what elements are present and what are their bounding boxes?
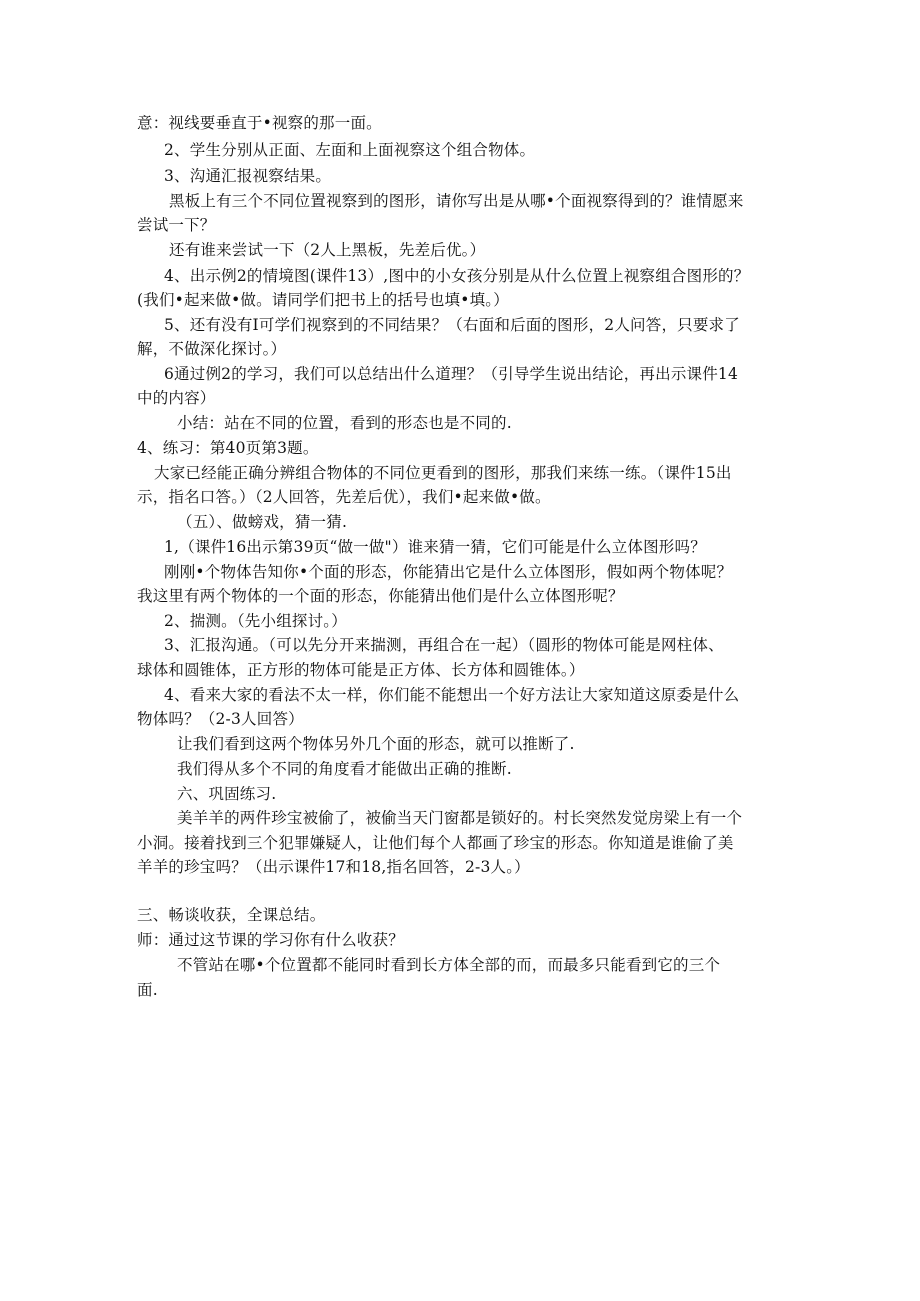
text-line: 4、出示例2的情境图(课件13）,图中的小女孩分别是从什么位置上视察组合图形的？ [164, 267, 750, 285]
text-line: 羊羊的珍宝吗？（出示课件17和18,指名回答，2-3人。） [137, 858, 530, 876]
text-line: 中的内容） [137, 389, 216, 407]
text-line: 不管站在哪•个位置都不能同时看到长方体全部的而，而最多只能看到它的三个 [177, 956, 721, 974]
text-line: 意：视线要垂直于•视察的那一面。 [137, 114, 382, 132]
text-line: 球体和圆锥体，正方形的物体可能是正方体、长方体和圆锥体。） [137, 661, 585, 679]
text-line: 让我们看到这两个物体另外几个面的形态，就可以推断了. [177, 735, 575, 753]
text-line: 3、汇报沟通。（可以先分开来揣测，再组合在一起）（圆形的物体可能是网柱体、 [164, 636, 724, 654]
text-line: 4、练习：第40页第3题。 [137, 439, 319, 457]
text-line: （五）、做螃戏，猜一猜. [177, 513, 348, 531]
text-line: 小洞。接着找到三个犯罪嫌疑人，让他们每个人都画了珍宝的形态。你知道是谁偷了美 [137, 834, 734, 852]
text-line: 2、揣测。（先小组探讨。） [164, 612, 347, 630]
text-line: 三、畅谈收获，全课总结。 [137, 906, 326, 924]
text-line: 4、看来大家的看法不太一样，你们能不能想出一个好方法让大家知道这原委是什么 [164, 686, 740, 704]
text-line: 解，不做深化探讨。） [137, 340, 287, 358]
text-line: 物体吗？（2-3人回答） [137, 710, 304, 728]
text-line: 我们得从多个不同的角度看才能做出正确的推断. [177, 760, 512, 778]
text-line: 还有谁来尝试一下（2人上黑板，先差后优。） [169, 241, 486, 259]
text-line: 小结：站在不同的位置，看到的形态也是不同的. [177, 414, 512, 432]
text-line: 3、沟通汇报视察结果。 [164, 167, 332, 185]
text-line: 尝试一下？ [137, 216, 216, 234]
text-line: 1,（课件16出示第39页“做一做"）谁来猜一猜，它们可能是什么立体图形吗？ [164, 538, 706, 556]
text-line: 我这里有两个物体的一个面的形态，你能猜出他们是什么立体图形呢？ [137, 587, 624, 605]
text-line: 6通过例2的学习，我们可以总结出什么道理？（引导学生说出结论，再出示课件14 [164, 365, 739, 383]
text-line: 师：通过这节课的学习你有什么收获？ [137, 931, 404, 949]
text-line: 5、还有没有I可学们视察到的不同结果？（右面和后面的图形，2人问答，只要求了 [164, 316, 740, 334]
text-line: 黑板上有三个不同位置视察到的图形，请你写出是从哪•个面视察得到的？谁情愿来 [169, 192, 744, 210]
text-line: 六、巩固练习. [177, 785, 277, 803]
text-line: 示，指名口答。）（2人回答，先差后优），我们•起来做•做。 [137, 488, 551, 506]
text-line: (我们•起来做•做。请同学们把书上的括号也填•填。） [137, 291, 509, 309]
text-line: 美羊羊的两件珍宝被偷了，被偷当天门窗都是锁好的。村长突然发觉房梁上有一个 [177, 809, 743, 827]
text-line: 刚刚•个物体告知你•个面的形态，你能猜出它是什么立体图形，假如两个物体呢？ [164, 563, 733, 581]
text-line: 2、学生分别从正面、左面和上面视察这个组合物体。 [164, 141, 536, 159]
text-line: 面. [137, 981, 158, 999]
text-line: 大家已经能正确分辨组合物体的不同位更看到的图形，那我们来练一练。（课件15出 [154, 464, 732, 482]
